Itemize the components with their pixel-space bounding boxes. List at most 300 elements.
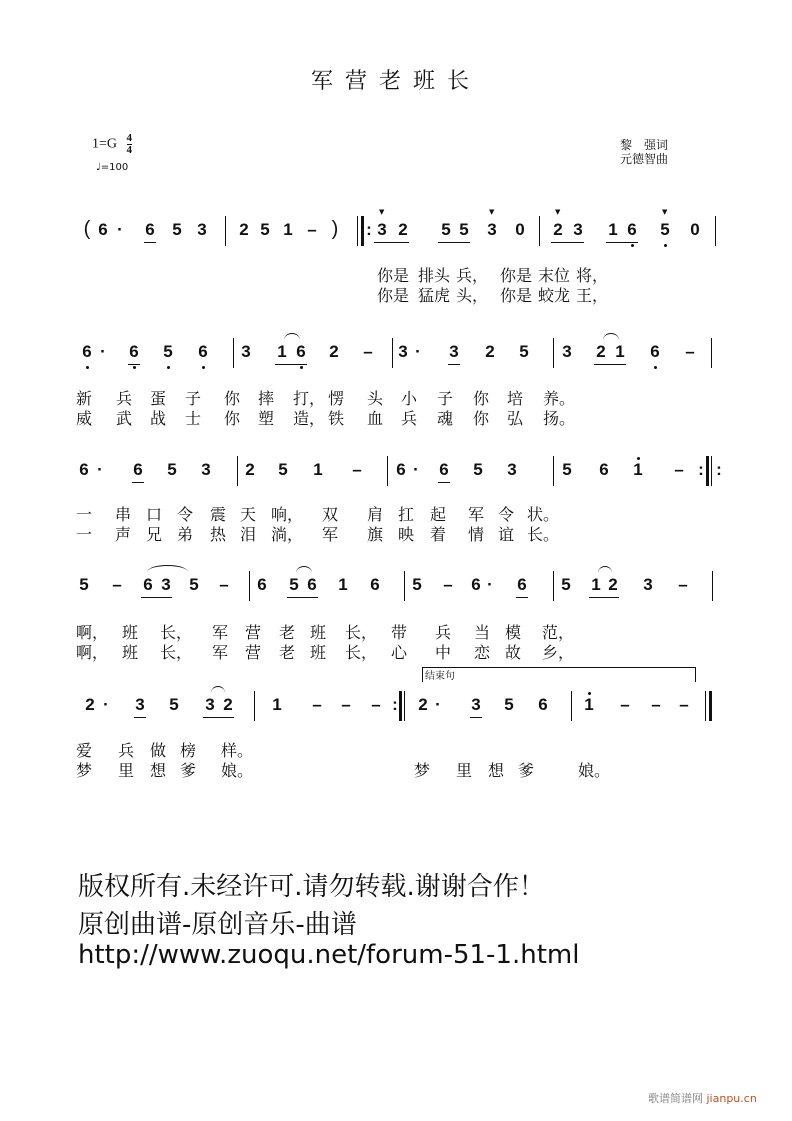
lyric-char: 你 xyxy=(473,409,490,428)
lyric-char: 长， xyxy=(345,643,378,662)
note: 6 xyxy=(627,220,637,239)
beam-underline xyxy=(144,242,156,243)
lyric-char: 爹 xyxy=(518,761,535,780)
note: 3 xyxy=(201,460,211,479)
composer: 元德智曲 xyxy=(620,152,669,166)
lyric-char: 营 xyxy=(245,643,262,662)
note: 1 xyxy=(633,460,643,479)
note: 6 xyxy=(471,575,481,594)
note: 6 xyxy=(396,460,406,479)
note: 5 xyxy=(660,220,670,239)
note: 1 xyxy=(272,695,282,714)
note: 5 xyxy=(169,695,179,714)
accent-mark: ▼ xyxy=(662,208,668,216)
note: 2 xyxy=(596,342,606,361)
note: 3 xyxy=(449,342,459,361)
lyric-char: 中 xyxy=(435,643,452,662)
lyric-char: 头 xyxy=(367,389,384,408)
lyric-char: 是 xyxy=(393,266,410,285)
slur-arc xyxy=(147,565,188,572)
lyric-char: 长， xyxy=(345,623,378,642)
note: 0 xyxy=(690,220,700,239)
note: 5 xyxy=(163,342,173,361)
lyric-char: 谊 xyxy=(498,525,515,544)
high-octave-dot xyxy=(588,692,591,695)
note: 6 xyxy=(439,460,449,479)
note: – xyxy=(312,695,322,714)
bar-line xyxy=(392,338,393,368)
low-octave-dot xyxy=(133,366,136,369)
final-bar-line xyxy=(709,691,712,721)
lyric-char: 愣 xyxy=(328,389,345,408)
note: 3 xyxy=(487,220,497,239)
note: · xyxy=(487,575,493,594)
lyric-char: 长， xyxy=(160,643,193,662)
accent-mark: ▼ xyxy=(379,208,385,216)
lyric-char: 班 xyxy=(310,623,327,642)
note: – xyxy=(651,695,661,714)
lyric-char: 兵 xyxy=(401,409,418,428)
note: 3 xyxy=(507,460,517,479)
beam-underline xyxy=(448,364,460,365)
note: 3 xyxy=(205,695,215,714)
repeat-colon: : xyxy=(716,460,722,479)
note: 6 xyxy=(129,342,139,361)
lyric-char: 战 xyxy=(150,409,167,428)
note: 2 xyxy=(418,695,428,714)
lyricist: 黎 强词 xyxy=(620,138,669,152)
lyric-char: 子 xyxy=(185,389,202,408)
note: 1 xyxy=(283,220,293,239)
bar-line xyxy=(553,338,554,368)
beam-underline xyxy=(470,717,482,718)
lyric-char: 一 xyxy=(76,505,93,524)
lyric-char: 心 xyxy=(391,643,408,662)
note: 6 xyxy=(98,220,108,239)
lyric-char: 你 xyxy=(377,286,394,305)
lyric-char: 排 xyxy=(418,266,435,285)
note: 2 xyxy=(485,342,495,361)
note: – xyxy=(363,342,373,361)
lyric-char: 声 xyxy=(115,525,132,544)
lyric-char: 爱 xyxy=(76,741,93,760)
lyric-char: 威 xyxy=(76,409,93,428)
lyric-char: 兵 xyxy=(116,389,133,408)
note: 1 xyxy=(277,342,287,361)
beam-underline xyxy=(287,597,318,598)
bar-line xyxy=(553,571,554,601)
lyric-char: 塑 xyxy=(258,409,275,428)
source-url[interactable]: http://www.zuoqu.net/forum-51-1.html xyxy=(78,940,580,970)
lyric-char: 你 xyxy=(473,389,490,408)
lyric-char: 你 xyxy=(500,266,517,285)
beam-underline xyxy=(438,482,450,483)
lyric-char: 培 xyxy=(507,389,524,408)
bar-line xyxy=(404,691,405,721)
lyric-char: 摔 xyxy=(258,389,275,408)
lyric-char: 扛 xyxy=(398,505,415,524)
bar-line xyxy=(712,571,713,601)
lyric-char: 养。 xyxy=(543,389,576,408)
note: 5 xyxy=(441,220,451,239)
lyric-char: 样。 xyxy=(221,741,254,760)
key-signature xyxy=(92,133,132,156)
note: 1 xyxy=(584,695,594,714)
lyric-char: 旗 xyxy=(367,525,384,544)
lyric-char: 铁 xyxy=(328,409,345,428)
bar-line xyxy=(553,456,554,486)
lyric-char: 娘。 xyxy=(578,761,611,780)
bar-line xyxy=(539,216,540,246)
high-octave-dot xyxy=(637,457,640,460)
bar-line xyxy=(387,456,388,486)
note: 6 xyxy=(517,575,527,594)
lyric-char: 长。 xyxy=(527,525,560,544)
beam-underline xyxy=(141,597,172,598)
lyric-char: 兄 xyxy=(146,525,163,544)
note: 6 xyxy=(143,575,153,594)
lyric-char: 是 xyxy=(393,286,410,305)
note: 5 xyxy=(412,575,422,594)
watermark-cn: 歌谱简谱网 xyxy=(648,1092,703,1105)
note: – xyxy=(112,575,122,594)
note: 3 xyxy=(197,220,207,239)
lyric-char: 带 xyxy=(391,623,408,642)
low-octave-dot xyxy=(167,366,170,369)
lyric-char: 头 xyxy=(434,266,451,285)
low-octave-dot xyxy=(86,366,89,369)
note: 2 xyxy=(553,220,563,239)
lyric-char: 弟 xyxy=(177,525,194,544)
bar-line xyxy=(233,338,234,368)
note: 5 xyxy=(79,575,89,594)
repeat-colon: : xyxy=(392,695,398,714)
note: 3 xyxy=(471,695,481,714)
note: 6 xyxy=(82,342,92,361)
lyric-char: 模 xyxy=(505,623,522,642)
lyric-char: 梦 xyxy=(414,761,431,780)
lyric-char: 当 xyxy=(474,623,491,642)
note: 1 xyxy=(615,342,625,361)
lyric-char: 是 xyxy=(516,286,533,305)
lyric-char: 双 xyxy=(322,505,339,524)
lyric-char: 震 xyxy=(210,505,227,524)
lyric-char: 响， xyxy=(271,505,304,524)
lyric-char: 弘 xyxy=(507,409,524,428)
lyric-char: 子 xyxy=(437,389,454,408)
copyright-notice: 版权所有.未经许可.请勿转载.谢谢合作！ xyxy=(78,872,545,902)
lyric-char: 想 xyxy=(150,761,167,780)
note: – xyxy=(219,575,229,594)
watermark xyxy=(648,1090,757,1106)
accent-mark: ▼ xyxy=(555,208,561,216)
lyric-char: 情 xyxy=(468,525,485,544)
note: 5 xyxy=(504,695,514,714)
note: 1 xyxy=(591,575,601,594)
lyric-char: 热 xyxy=(210,525,227,544)
lyric-char: 范， xyxy=(542,623,575,642)
lyric-char: 起 xyxy=(430,505,447,524)
note: 6 xyxy=(370,575,380,594)
lyric-char: 你 xyxy=(224,409,241,428)
note: · xyxy=(415,342,421,361)
lyric-char: 军 xyxy=(468,505,485,524)
final-bar-line xyxy=(706,456,709,486)
lyric-char: 位 xyxy=(554,266,571,285)
lyric-char: 想 xyxy=(488,761,505,780)
lyric-char: 恋 xyxy=(474,643,491,662)
bar-line xyxy=(715,216,716,246)
lyric-char: 魂 xyxy=(437,409,454,428)
note: – xyxy=(341,695,351,714)
beam-underline xyxy=(594,364,626,365)
lyric-char: 班 xyxy=(122,643,139,662)
lyric-char: 做 xyxy=(150,741,167,760)
note: 3 xyxy=(643,575,653,594)
beam-underline xyxy=(374,242,409,243)
bar-line xyxy=(357,216,358,246)
bar-line xyxy=(705,691,706,721)
note: 6 xyxy=(133,460,143,479)
note: 3 xyxy=(135,695,145,714)
beam-underline xyxy=(606,242,638,243)
lyric-char: 故 xyxy=(505,643,522,662)
note: 6 xyxy=(79,460,89,479)
slur-arc xyxy=(603,333,619,340)
lyric-char: 梦 xyxy=(76,761,93,780)
lyric-char: 啊， xyxy=(76,643,109,662)
ending-bracket xyxy=(422,667,696,682)
beam-underline xyxy=(438,242,470,243)
beam-underline xyxy=(132,482,144,483)
note: 2 xyxy=(85,695,95,714)
note: 5 xyxy=(167,460,177,479)
note: 6 xyxy=(257,575,267,594)
lyric-char: 猛 xyxy=(418,286,435,305)
note: 0 xyxy=(515,220,525,239)
note: – xyxy=(307,220,317,239)
lyric-char: 王， xyxy=(576,286,609,305)
bar-line xyxy=(249,571,250,601)
low-octave-dot xyxy=(631,244,634,247)
lyric-char: 兵 xyxy=(435,623,452,642)
note: – xyxy=(352,460,362,479)
lyric-char: 班 xyxy=(310,643,327,662)
lyric-char: 着 xyxy=(430,525,447,544)
lyric-char: 小 xyxy=(401,389,418,408)
lyric-char: 乡， xyxy=(542,643,575,662)
lyric-char: 啊， xyxy=(76,623,109,642)
slur-arc xyxy=(211,686,225,693)
lyric-char: 天 xyxy=(240,505,257,524)
note: 3 xyxy=(573,220,583,239)
lyric-char: 蛋 xyxy=(150,389,167,408)
note: – xyxy=(674,460,684,479)
note: 3 xyxy=(562,342,572,361)
lyric-char: 淌， xyxy=(271,525,304,544)
lyric-char: 老 xyxy=(279,643,296,662)
beam-underline xyxy=(589,597,619,598)
bar-line xyxy=(711,338,712,368)
note: – xyxy=(685,342,695,361)
final-bar-line xyxy=(399,691,402,721)
accent-mark: ▼ xyxy=(489,208,495,216)
lyric-char: 令 xyxy=(498,505,515,524)
lyric-char: 军 xyxy=(322,525,339,544)
repeat-colon: : xyxy=(366,220,372,239)
note: – xyxy=(371,695,381,714)
time-top: 4 xyxy=(126,132,133,144)
lyric-char: 蛟 xyxy=(538,286,555,305)
bar-line xyxy=(254,691,255,721)
note: 6 xyxy=(145,220,155,239)
note: 5 xyxy=(260,220,270,239)
bar-line xyxy=(571,691,572,721)
lyric-char: 娘。 xyxy=(221,761,254,780)
lyric-char: 口 xyxy=(146,505,163,524)
note: 3 xyxy=(377,220,387,239)
lyric-char: 是 xyxy=(516,266,533,285)
note: 2 xyxy=(223,695,233,714)
beam-underline xyxy=(516,597,528,598)
note: 3 xyxy=(241,342,251,361)
lyric-char: 里 xyxy=(456,761,473,780)
time-signature xyxy=(127,133,133,156)
lyric-char: 虎 xyxy=(434,286,451,305)
lyric-char: 榜 xyxy=(180,741,197,760)
watermark-en: jianpu.cn xyxy=(706,1092,757,1105)
lyric-char: 里 xyxy=(118,761,135,780)
lyric-char: 将， xyxy=(576,266,609,285)
note: 3 xyxy=(161,575,171,594)
lyric-char: 一 xyxy=(76,525,93,544)
note: 2 xyxy=(608,575,618,594)
lyric-char: 兵 xyxy=(118,741,135,760)
lyric-char: 班 xyxy=(122,623,139,642)
lyric-char: 令 xyxy=(177,505,194,524)
lyric-char: 扬。 xyxy=(543,409,576,428)
key-label: 1=G xyxy=(92,136,118,152)
note: 2 xyxy=(245,460,255,479)
note: 5 xyxy=(562,460,572,479)
beam-underline xyxy=(134,717,146,718)
note: 5 xyxy=(561,575,571,594)
note: · xyxy=(435,695,441,714)
note: 2 xyxy=(329,342,339,361)
lyric-char: 营 xyxy=(245,623,262,642)
note: – xyxy=(620,695,630,714)
note: 6 xyxy=(599,460,609,479)
lyric-char: 映 xyxy=(398,525,415,544)
note: 5 xyxy=(519,342,529,361)
beam-underline xyxy=(275,364,307,365)
note: 6 xyxy=(538,695,548,714)
lyric-char: 军 xyxy=(212,643,229,662)
credits xyxy=(620,138,668,166)
low-octave-dot xyxy=(300,366,303,369)
lyric-char: 头， xyxy=(456,286,489,305)
note: · xyxy=(100,342,106,361)
note: 6 xyxy=(650,342,660,361)
beam-underline xyxy=(551,242,584,243)
lyric-char: 武 xyxy=(116,409,133,428)
lyric-char: 你 xyxy=(500,286,517,305)
lyric-char: 打， xyxy=(293,389,326,408)
note: 2 xyxy=(239,220,249,239)
right-paren: ) xyxy=(331,218,339,240)
note: 3 xyxy=(398,342,408,361)
note: 6 xyxy=(307,575,317,594)
note: 5 xyxy=(278,460,288,479)
note: – xyxy=(443,575,453,594)
low-octave-dot xyxy=(654,366,657,369)
lyric-char: 士 xyxy=(185,409,202,428)
left-paren: ( xyxy=(83,218,91,240)
lyric-char: 龙 xyxy=(554,286,571,305)
note: 6 xyxy=(296,342,306,361)
note: 5 xyxy=(172,220,182,239)
note: 2 xyxy=(398,220,408,239)
ending-label: 结束句 xyxy=(425,671,455,682)
note: – xyxy=(679,695,689,714)
beam-underline xyxy=(203,717,234,718)
note: 5 xyxy=(289,575,299,594)
lyric-char: 串 xyxy=(115,505,132,524)
bar-line xyxy=(404,571,405,601)
note: · xyxy=(117,220,123,239)
note: 5 xyxy=(473,460,483,479)
slur-arc xyxy=(284,333,300,340)
bar-line xyxy=(225,216,226,246)
note: 5 xyxy=(459,220,469,239)
lyric-char: 长， xyxy=(160,623,193,642)
note: 1 xyxy=(313,460,323,479)
lyric-char: 泪 xyxy=(240,525,257,544)
lyric-char: 你 xyxy=(224,389,241,408)
note: 6 xyxy=(198,342,208,361)
lyric-char: 老 xyxy=(279,623,296,642)
source-label: 原创曲谱-原创音乐-曲谱 xyxy=(78,910,357,940)
note: 5 xyxy=(189,575,199,594)
low-octave-dot xyxy=(202,366,205,369)
lyric-char: 末 xyxy=(538,266,555,285)
low-octave-dot xyxy=(664,244,667,247)
slur-arc xyxy=(296,566,312,573)
note: · xyxy=(97,460,103,479)
lyric-char: 军 xyxy=(212,623,229,642)
note: 1 xyxy=(608,220,618,239)
note: 1 xyxy=(338,575,348,594)
note: · xyxy=(413,460,419,479)
lyric-char: 状。 xyxy=(527,505,560,524)
bar-line xyxy=(237,456,238,486)
repeat-colon: : xyxy=(698,460,704,479)
lyric-char: 肩 xyxy=(367,505,384,524)
note: · xyxy=(103,695,109,714)
lyric-char: 爹 xyxy=(180,761,197,780)
song-title: 军营老班长 xyxy=(310,69,481,94)
lyric-char: 新 xyxy=(76,389,93,408)
beam-underline xyxy=(128,364,140,365)
time-bottom: 4 xyxy=(126,144,133,156)
lyric-char: 你 xyxy=(377,266,394,285)
lyric-char: 兵， xyxy=(456,266,489,285)
lyric-char: 血 xyxy=(367,409,384,428)
tempo-marking: ♩=100 xyxy=(96,162,129,173)
slur-arc xyxy=(598,566,612,573)
note: – xyxy=(678,575,688,594)
lyric-char: 造， xyxy=(293,409,326,428)
